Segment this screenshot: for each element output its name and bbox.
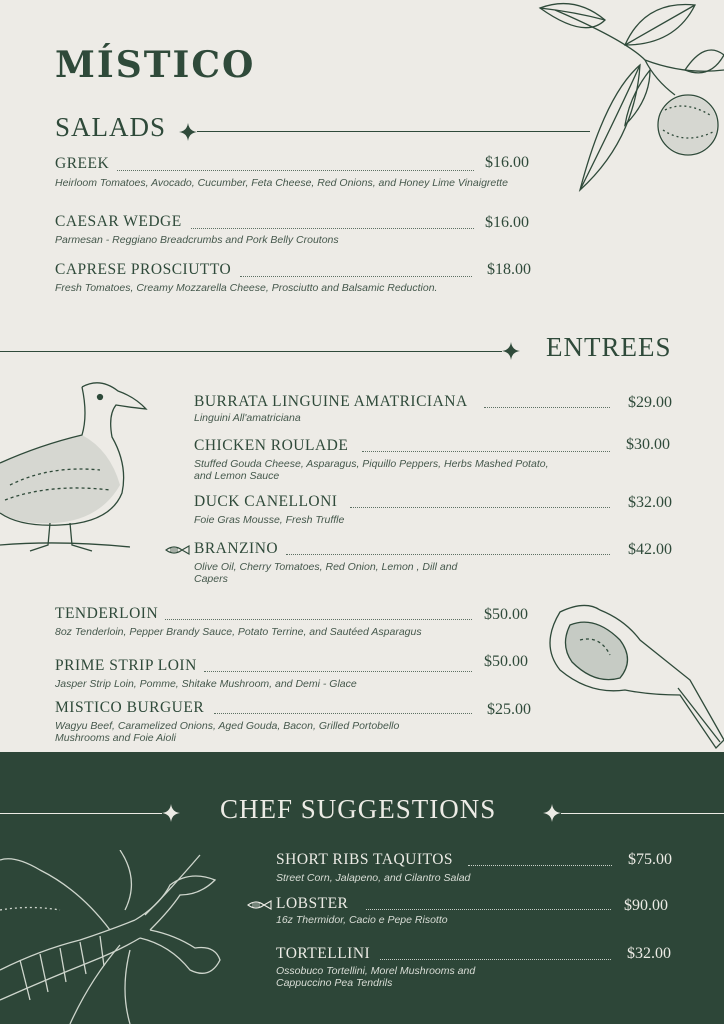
sparkle-icon xyxy=(543,804,561,822)
menu-item-price: $16.00 xyxy=(485,214,529,231)
dot-leader xyxy=(350,507,610,508)
menu-item-description: Jasper Strip Loin, Pomme, Shitake Mushroom, and Demi - Glace xyxy=(55,678,357,690)
menu-item-price: $50.00 xyxy=(484,606,528,623)
menu-item-description: 8oz Tenderloin, Pepper Brandy Sauce, Potato Terrine, and Sautéed Asparagus xyxy=(55,626,422,638)
menu-item-name: CHICKEN ROULADE xyxy=(194,437,349,454)
dot-leader xyxy=(204,671,472,672)
menu-item-price: $75.00 xyxy=(628,851,672,868)
chef-suggestions-section xyxy=(0,752,724,1024)
dot-leader xyxy=(214,713,472,714)
menu-item-name: MISTICO BURGUER xyxy=(55,699,205,716)
menu-item-price: $42.00 xyxy=(628,541,672,558)
chef-rule-left xyxy=(0,813,162,814)
menu-item-description: Linguini All'amatriciana xyxy=(194,412,301,424)
citrus-branch-illustration xyxy=(535,0,724,195)
menu-item-price: $25.00 xyxy=(487,701,531,718)
sparkle-icon xyxy=(502,342,520,360)
entrees-title: ENTREES xyxy=(546,332,672,362)
menu-item-description: 16z Thermidor, Cacio e Pepe Risotto xyxy=(276,914,448,926)
menu-item-name: SHORT RIBS TAQUITOS xyxy=(276,851,454,868)
dot-leader xyxy=(286,554,610,555)
menu-item-description: Foie Gras Mousse, Fresh Truffle xyxy=(194,514,345,526)
menu-item-price: $32.00 xyxy=(628,494,672,511)
fish-icon xyxy=(246,899,272,911)
dot-leader xyxy=(117,170,474,171)
dot-leader xyxy=(240,276,472,277)
dot-leader xyxy=(191,228,474,229)
menu-item-description: Parmesan - Reggiano Breadcrumbs and Pork Belly Croutons xyxy=(55,234,339,246)
menu-item-name: PRIME STRIP LOIN xyxy=(55,657,197,674)
salads-title: SALADS xyxy=(55,112,167,142)
menu-item-description: Wagyu Beef, Caramelized Onions, Aged Gouda, Bacon, Grilled Portobello Mushrooms and Foie Aioli xyxy=(55,720,400,744)
menu-item-description: Fresh Tomatoes, Creamy Mozzarella Cheese, Prosciutto and Balsamic Reduction. xyxy=(55,282,438,294)
menu-item-price: $18.00 xyxy=(487,261,531,278)
sparkle-icon xyxy=(162,804,180,822)
sparkle-icon xyxy=(179,123,197,141)
menu-item-name: DUCK CANELLONI xyxy=(194,493,338,510)
duck-illustration xyxy=(0,375,150,555)
chef-suggestions-title: CHEF SUGGESTIONS xyxy=(220,794,497,824)
restaurant-logo: MÍSTICO xyxy=(55,44,256,86)
menu-item-description: Stuffed Gouda Cheese, Asparagus, Piquillo Peppers, Herbs Mashed Potato, and Lemon Sauce xyxy=(194,458,549,482)
menu-item-name: LOBSTER xyxy=(276,895,349,912)
menu-item-name: BRANZINO xyxy=(194,540,279,557)
menu-item-name: TORTELLINI xyxy=(276,945,371,962)
menu-item-price: $90.00 xyxy=(624,897,668,914)
dot-leader xyxy=(468,865,612,866)
menu-item-description: Heirloom Tomatoes, Avocado, Cucumber, Feta Cheese, Red Onions, and Honey Lime Vinaigrette xyxy=(55,177,508,189)
menu-item-name: BURRATA LINGUINE AMATRICIANA xyxy=(194,393,468,410)
dot-leader xyxy=(380,959,611,960)
chef-rule-right xyxy=(561,813,724,814)
menu-item-price: $50.00 xyxy=(484,653,528,670)
menu-item-name: CAESAR WEDGE xyxy=(55,213,182,230)
dot-leader xyxy=(165,619,472,620)
steak-illustration xyxy=(540,600,724,750)
dot-leader xyxy=(366,909,611,910)
menu-item-description: Street Corn, Jalapeno, and Cilantro Salad xyxy=(276,872,471,884)
menu-item-description: Ossobuco Tortellini, Morel Mushrooms and Cappuccino Pea Tendrils xyxy=(276,965,476,989)
menu-item-price: $16.00 xyxy=(485,154,529,171)
menu-item-price: $29.00 xyxy=(628,394,672,411)
entrees-rule xyxy=(0,351,502,352)
lobster-illustration xyxy=(0,850,240,1024)
menu-item-name: CAPRESE PROSCIUTTO xyxy=(55,261,232,278)
dot-leader xyxy=(484,407,610,408)
fish-icon xyxy=(164,544,190,556)
salads-rule xyxy=(197,131,590,132)
menu-item-price: $30.00 xyxy=(626,436,670,453)
menu-item-name: GREEK xyxy=(55,155,110,172)
menu-item-price: $32.00 xyxy=(627,945,671,962)
menu-item-name: TENDERLOIN xyxy=(55,605,159,622)
dot-leader xyxy=(362,451,610,452)
menu-item-description: Olive Oil, Cherry Tomatoes, Red Onion, Lemon , Dill and Capers xyxy=(194,561,458,585)
